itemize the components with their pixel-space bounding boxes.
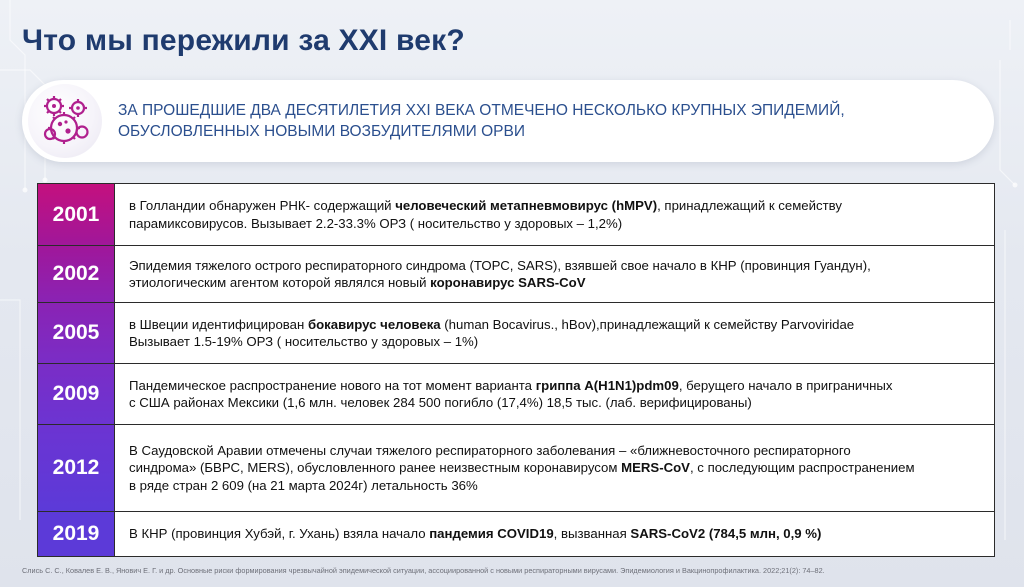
- year-cell: 2019: [38, 512, 115, 556]
- description-text: В КНР (провинция Хубэй, г. Ухань) взяла начало: [129, 526, 430, 542]
- description-text: , принадлежащий к семейству: [657, 198, 842, 213]
- description-line: [129, 477, 982, 495]
- event-description: [115, 364, 994, 424]
- description-text: Вызывает 1.5-19% ОРЗ ( носительство у здоровых – 1%): [129, 334, 479, 349]
- description-text: синдрома» (БВРС, MERS), обусловленного ранее неизвестным коронавирусом: [129, 460, 622, 476]
- event-description: [115, 184, 994, 245]
- banner-text-line: ЗА ПРОШЕДШИЕ ДВА ДЕСЯТИЛЕТИЯ XXI ВЕКА ОТМЕЧЕНО НЕСКОЛЬКО КРУПНЫХ ЭПИДЕМИЙ,: [118, 102, 845, 119]
- description-text: в Голландии обнаружен РНК- содержащий: [129, 198, 396, 213]
- description-text: с США районах Мексики (1,6 млн. человек 284 500 погибло (17,4%) 18,5 тыс. (лаб. верифицированы): [129, 395, 752, 410]
- description-line: [129, 197, 982, 215]
- description-text: , вызванная: [553, 526, 631, 542]
- description-line: [129, 459, 982, 477]
- highlighted-pathogen: гриппа А(H1N1)pdm09: [535, 377, 679, 393]
- timeline-row: [38, 512, 994, 556]
- timeline-row: [38, 425, 994, 512]
- description-text: В Саудовской Аравии отмечены случаи тяжелого респираторного заболевания – «ближневосточного респираторного: [129, 442, 851, 458]
- description-line: [129, 215, 982, 233]
- highlighted-pathogen: человеческий метапневмовирус (hMPV): [395, 198, 658, 213]
- description-line: [129, 333, 982, 351]
- event-description: [115, 425, 994, 511]
- description-text: Пандемическое распространение нового на тот момент варианта: [129, 377, 536, 393]
- year-cell: 2002: [38, 246, 115, 302]
- banner-text: [118, 100, 978, 142]
- banner-text-line: ОБУСЛОВЛЕННЫХ НОВЫМИ ВОЗБУДИТЕЛЯМИ ОРВИ: [118, 123, 525, 140]
- description-line: [129, 377, 982, 395]
- description-text: , с последующим распространением: [689, 460, 915, 476]
- citation-footnote: Слись С. С., Ковалев Е. В., Янович Е. Г. и др. Основные риски формирования чрезвычайной эпидемической ситуации, ассоциированной с новыми респираторными вирусами. Эпидемиология и Вакцинопрофилактика. 2022;21(2): 74–82.: [22, 566, 825, 575]
- year-cell: 2005: [38, 303, 115, 363]
- description-text: , берущего начало в приграничных: [678, 377, 893, 393]
- summary-banner: [22, 80, 994, 162]
- description-line: [129, 274, 982, 292]
- description-text: в Швеции идентифицирован: [129, 316, 308, 332]
- highlighted-pathogen: MERS-CoV: [621, 460, 690, 476]
- description-text: парамиксовирусов. Вызывает 2.2-33.3% ОРЗ ( носительство у здоровых – 1,2%): [129, 215, 623, 231]
- highlighted-pathogen: бокавирус человека: [307, 316, 441, 332]
- event-description: [115, 512, 994, 556]
- timeline-row: [38, 303, 994, 364]
- description-text: Эпидемия тяжелого острого респираторного синдрома (ТОРС, SARS), взявшей свое начало в КНР (провинция Гуандун),: [129, 257, 871, 273]
- year-cell: 2009: [38, 364, 115, 424]
- event-description: [115, 303, 994, 363]
- event-description: [115, 246, 994, 302]
- description-line: [129, 525, 982, 543]
- timeline-row: [38, 364, 994, 425]
- description-line: [129, 257, 982, 275]
- highlighted-pathogen: пандемия COVID19: [429, 526, 554, 542]
- epidemic-timeline-table: [37, 183, 995, 557]
- year-cell: 2001: [38, 184, 115, 245]
- description-text: (human Bocavirus., hBov),принадлежащий к семейству Parvoviridae: [440, 316, 855, 332]
- highlighted-pathogen: коронавирус SARS-CoV: [430, 275, 586, 290]
- year-cell: 2012: [38, 425, 115, 511]
- virus-cells-icon: [28, 84, 102, 158]
- page-title: Что мы пережили за XXI век?: [22, 24, 465, 57]
- timeline-row: [38, 246, 994, 303]
- highlighted-pathogen: SARS-CoV2 (784,5 млн, 0,9 %): [630, 526, 822, 542]
- description-line: [129, 316, 982, 334]
- description-line: [129, 442, 982, 460]
- description-text: в ряде стран 2 609 (на 21 марта 2024г) летальность 36%: [129, 477, 478, 493]
- timeline-row: [38, 184, 994, 246]
- description-line: [129, 394, 982, 412]
- description-text: этиологическим агентом которой являлся новый: [129, 275, 431, 290]
